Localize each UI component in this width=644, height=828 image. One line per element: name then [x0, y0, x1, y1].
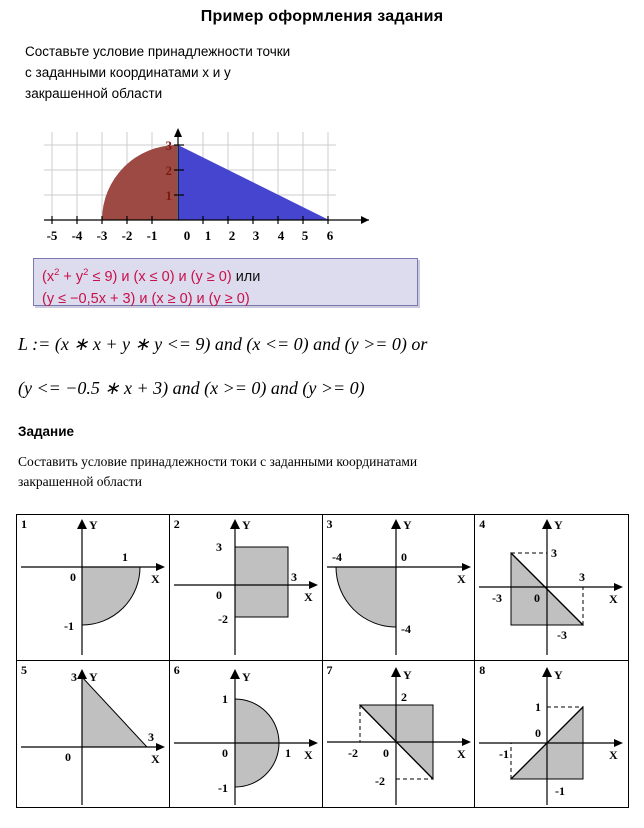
y-axis-arrow [77, 669, 87, 679]
tick-label-x3: 3 [148, 730, 154, 744]
tick-label-x-neg1: -1 [499, 747, 510, 761]
svg-text:5: 5 [301, 228, 309, 243]
svg-text:-2: -2 [121, 228, 133, 243]
y-axis-label: Y [89, 518, 98, 532]
y-axis-arrow [230, 519, 240, 529]
tick-label-y3: 3 [215, 540, 222, 554]
exercise-cell-7[interactable] [323, 661, 476, 807]
y-axis-arrow [77, 519, 87, 529]
tick-label-origin: 0 [215, 588, 222, 602]
svg-text:0: 0 [183, 228, 191, 243]
task-text-line-2: закрашенной области [18, 473, 142, 489]
task-text-line-1: Составить условие принадлежности токи с заданными координатами [18, 454, 418, 469]
y-axis-arrow [391, 519, 401, 529]
y-axis-label: Y [554, 668, 563, 682]
intro-line-2: с заданными координатами x и y [25, 64, 231, 80]
tick-label-origin: 0 [382, 746, 389, 760]
chart-y-ticklabels [166, 138, 173, 203]
y-axis-label: Y [241, 518, 251, 532]
latex-line-2: (y <= −0.5 ∗ x + 3) and (x >= 0) and (y >= 0) [18, 378, 365, 398]
y-axis-arrow [230, 669, 240, 679]
x-axis-label: X [609, 748, 618, 762]
svg-text:4: 4 [277, 228, 285, 243]
exercise-cell-7-number: 7 [326, 663, 333, 677]
exercise-cell-8[interactable] [475, 661, 628, 807]
y-axis-arrow [542, 519, 552, 529]
tick-label-y-neg2: -2 [217, 612, 228, 626]
tick-label-origin: 0 [534, 591, 541, 605]
exercise-cell-3-number: 3 [326, 517, 333, 531]
x-axis-arrow [156, 743, 165, 751]
svg-text:3: 3 [165, 138, 172, 153]
tick-label-y-neg2: -2 [374, 774, 385, 788]
latex-line-1: L := (x ∗ x + y ∗ y <= 9) and (x <= 0) and (y >= 0) or [18, 334, 428, 354]
task-heading: Задание [18, 424, 75, 439]
exercise-cell-8-number: 8 [479, 663, 486, 677]
intro-line-1: Составьте условие принадлежности точки [25, 44, 291, 59]
x-axis-arrow [309, 581, 318, 589]
tick-label-y-neg1: -1 [64, 619, 74, 633]
svg-text:-4: -4 [71, 228, 83, 243]
svg-text:-3: -3 [96, 228, 108, 243]
svg-text:-5: -5 [46, 228, 58, 243]
tick-label-origin: 0 [65, 750, 71, 764]
task-text [18, 452, 618, 491]
tick-label-y3: 3 [551, 546, 558, 560]
svg-text:3: 3 [252, 228, 260, 243]
shaded-region [336, 567, 396, 627]
exercise-cell-5[interactable] [17, 661, 170, 807]
tick-label-y-neg4: -4 [400, 622, 411, 636]
example-chart [24, 128, 384, 248]
formula-line-1-expression: $(x^2 + y^2 \le 9)$ и (x ≤ 0) и (y ≥ 0) [42, 267, 236, 285]
exercise-cell-4-number: 4 [479, 517, 486, 531]
exercise-cell-2-number: 2 [173, 517, 180, 531]
svg-text:6: 6 [326, 228, 334, 243]
tick-label-y1: 1 [535, 700, 542, 714]
exercise-cell-6-number: 6 [173, 663, 180, 677]
example-chart-svg [24, 128, 384, 248]
tick-label-x-neg2: -2 [347, 746, 358, 760]
tick-label-x3: 3 [579, 570, 586, 584]
tick-label-origin: 0 [70, 570, 76, 584]
quarter-disk-region [102, 145, 177, 220]
tick-label-origin: 0 [400, 550, 407, 564]
formula-box [33, 258, 418, 306]
tick-label-y-neg3: -3 [557, 628, 568, 642]
tick-label-y3: 3 [71, 670, 77, 684]
tick-label-x1: 1 [122, 550, 128, 564]
shaded-region [82, 677, 147, 747]
y-axis-label: Y [241, 670, 251, 684]
page-title: Пример оформления задания [200, 8, 444, 25]
chart-x-ticklabels [47, 228, 334, 243]
x-axis-label: X [456, 572, 466, 586]
chart-x-arrow [361, 216, 369, 224]
exercise-cell-2[interactable] [170, 515, 323, 661]
tick-label-x-neg4: -4 [331, 550, 342, 564]
x-axis-label: X [303, 748, 313, 762]
y-axis-label: Y [554, 518, 563, 532]
svg-text:2: 2 [165, 163, 172, 178]
svg-text:2: 2 [228, 228, 236, 243]
tick-label-origin: 0 [221, 746, 228, 760]
shaded-region [82, 567, 140, 625]
y-axis-arrow [542, 667, 552, 677]
exercise-cell-6[interactable] [170, 661, 323, 807]
exercise-cell-3[interactable] [323, 515, 476, 661]
intro-line-3: закрашенной области [25, 85, 163, 101]
tick-label-origin: 0 [535, 726, 542, 740]
tick-label-y-neg1: -1 [217, 781, 228, 795]
x-axis-arrow [614, 583, 623, 591]
y-axis-label: Y [89, 670, 98, 684]
shaded-region [235, 547, 288, 617]
x-axis-label: X [151, 752, 160, 766]
svg-text:1: 1 [204, 228, 212, 243]
formula-line-1 [42, 262, 409, 288]
formula-line-2: (y ≤ −0,5x + 3) и (x ≥ 0) и (y ≥ 0) [42, 290, 250, 307]
exercise-cell-5-number: 5 [21, 663, 27, 677]
tick-label-x1: 1 [284, 746, 291, 760]
x-axis-label: X [303, 590, 313, 604]
chart-y-arrow [174, 128, 182, 137]
y-axis-arrow [391, 667, 401, 677]
exercise-cell-1[interactable] [17, 515, 170, 661]
tick-label-x3: 3 [290, 570, 297, 584]
tick-label-y1: 1 [221, 692, 228, 706]
y-axis-label: Y [402, 668, 412, 682]
intro-text [25, 42, 445, 105]
tick-label-x-neg3: -3 [492, 591, 503, 605]
exercise-cell-4[interactable] [475, 515, 628, 661]
tick-label-y2: 2 [400, 690, 407, 704]
exercise-grid [16, 514, 629, 808]
exercise-cell-1-number: 1 [21, 517, 27, 531]
x-axis-arrow [614, 739, 623, 747]
formula-line-1-connector: или [235, 268, 261, 285]
y-axis-label: Y [402, 518, 412, 532]
x-axis-label: X [151, 572, 160, 586]
svg-text:1: 1 [165, 188, 172, 203]
x-axis-arrow [462, 738, 471, 746]
x-axis-arrow [156, 563, 165, 571]
x-axis-arrow [309, 739, 318, 747]
x-axis-arrow [462, 563, 471, 571]
x-axis-label: X [456, 747, 466, 761]
tick-label-y-neg1: -1 [555, 784, 566, 798]
svg-text:-1: -1 [146, 228, 158, 243]
x-axis-label: X [609, 592, 618, 606]
